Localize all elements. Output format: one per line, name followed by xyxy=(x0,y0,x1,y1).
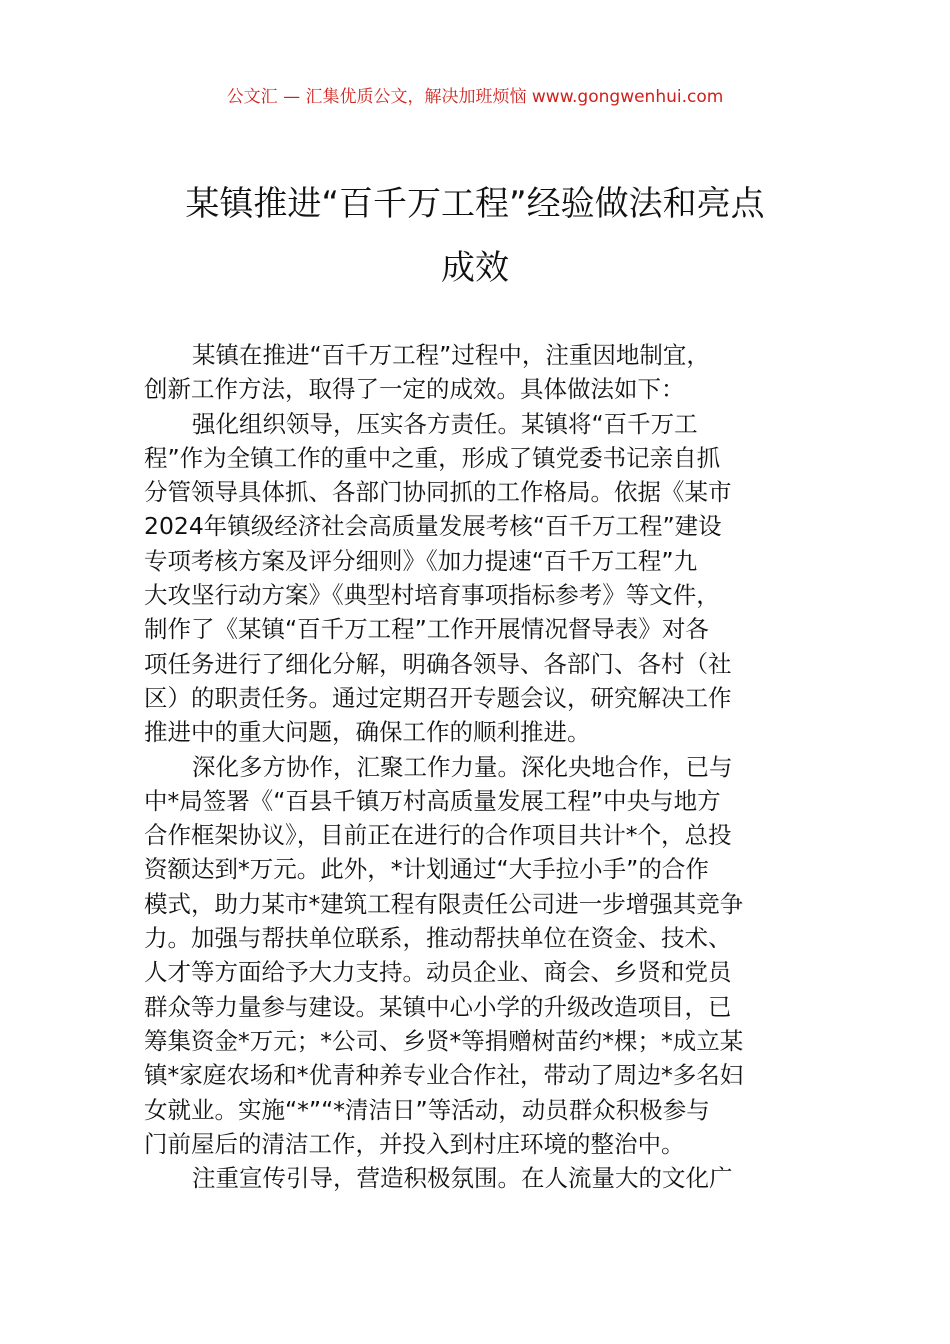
header-banner: 公文汇 — 汇集优质公文，解决加班烦恼 www.gongwenhui.com xyxy=(226,87,724,107)
document-body xyxy=(144,338,816,1195)
text-line: 区）的职责任务。通过定期召开专题会议，研究解决工作 xyxy=(144,683,732,712)
text-line: 合作框架协议》，目前正在进行的合作项目共计*个，总投 xyxy=(144,821,732,850)
text-line: 模式，助力某市*建筑工程有限责任公司进一步增强其竞争 xyxy=(144,889,744,918)
text-line: 女就业。实施“*”“*清洁日”等活动，动员群众积极参与 xyxy=(144,1095,710,1124)
title-line-2: 成效 xyxy=(441,248,509,288)
text-line: 门前屋后的清洁工作，并投入到村庄环境的整治中。 xyxy=(144,1129,685,1158)
paragraph-intro xyxy=(144,338,816,407)
paragraph-publicity xyxy=(144,1161,816,1195)
text-line: 某镇在推进“百千万工程”过程中，注重因地制宜， xyxy=(192,341,710,369)
text-line: 制作了《某镇“百千万工程”工作开展情况督导表》对各 xyxy=(144,615,709,644)
text-line: 强化组织领导，压实各方责任。某镇将“百千万工 xyxy=(192,409,698,438)
text-line: 2024年镇级经济社会高质量发展考核“百千万工程”建设 xyxy=(144,512,722,541)
text-line: 筹集资金*万元；*公司、乡贤*等捐赠树苗约*棵；*成立某 xyxy=(144,1026,744,1055)
text-line: 深化多方协作，汇聚工作力量。深化央地合作，已与 xyxy=(192,752,733,781)
text-line: 镇*家庭农场和*优青种养专业合作社，带动了周边*多名妇 xyxy=(144,1061,744,1090)
text-line: 创新工作方法，取得了一定的成效。具体做法如下： xyxy=(144,375,685,404)
text-line: 项任务进行了细化分解，明确各领导、各部门、各村（社 xyxy=(144,649,732,678)
text-line: 资额达到*万元。此外，*计划通过“大手拉小手”的合作 xyxy=(144,855,709,884)
document-title xyxy=(100,172,850,300)
text-line: 程”作为全镇工作的重中之重，形成了镇党委书记亲自抓 xyxy=(144,443,721,472)
title-line-1: 某镇推进“百千万工程”经验做法和亮点 xyxy=(185,184,765,224)
text-line: 注重宣传引导，营造积极氛围。在人流量大的文化广 xyxy=(192,1164,733,1193)
text-line: 人才等方面给予大力支持。动员企业、商会、乡贤和党员 xyxy=(144,958,732,987)
paragraph-organization xyxy=(144,407,816,750)
text-line: 力。加强与帮扶单位联系，推动帮扶单位在资金、技术、 xyxy=(144,924,732,953)
text-line: 群众等力量参与建设。某镇中心小学的升级改造项目，已 xyxy=(144,992,732,1021)
text-line: 专项考核方案及评分细则》《加力提速“百千万工程”九 xyxy=(144,546,698,575)
paragraph-collaboration xyxy=(144,750,816,1162)
text-line: 大攻坚行动方案》《典型村培育事项指标参考》等文件， xyxy=(144,581,720,610)
text-line: 分管领导具体抓、各部门协同抓的工作格局。依据《某市 xyxy=(144,478,732,507)
text-line: 推进中的重大问题，确保工作的顺利推进。 xyxy=(144,718,591,747)
text-line: 中*局签署《“百县千镇万村高质量发展工程”中央与地方 xyxy=(144,786,721,815)
